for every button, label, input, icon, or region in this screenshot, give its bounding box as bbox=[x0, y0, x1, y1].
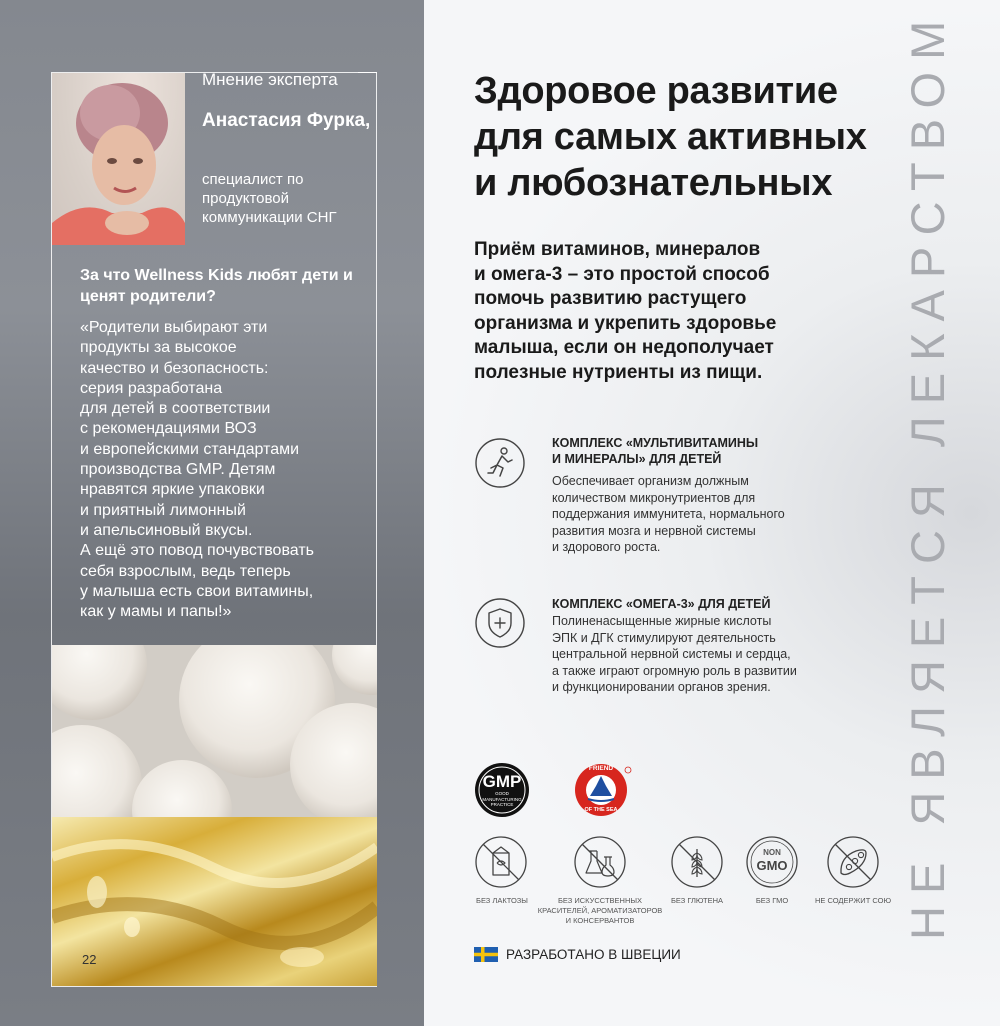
fos-bottom-text: OF THE SEA bbox=[584, 807, 618, 813]
tablets-photo bbox=[52, 645, 377, 817]
no-lactose-label: БЕЗ ЛАКТОЗЫ bbox=[476, 896, 528, 905]
intro-text: Приём витаминов, минералов и омега-3 – это простой способ помочь развитию растущего организма и укрепить здоровье малыша, если он недополучает полезные нутриенты из пищи. bbox=[474, 239, 777, 383]
frame-notch bbox=[358, 72, 377, 73]
expert-label: Мнение эксперта bbox=[202, 70, 338, 89]
no-artificial-label: БЕЗ ИСКУССТВЕННЫХ КРАСИТЕЛЕЙ, АРОМАТИЗАТОРОВ И КОНСЕРВАНТОВ bbox=[537, 896, 663, 925]
feature-omega-text: Полиненасыщенные жирные кислоты ЭПК и ДГК стимулируют деятельность центральной нервной системы и сердца, а также играют огромную роль в развитии и функционировании органов зрения. bbox=[552, 614, 797, 694]
no-artificial-icon bbox=[573, 835, 627, 889]
gmp-badge-title: GMP bbox=[482, 772, 522, 791]
expert-portrait bbox=[52, 73, 185, 245]
non-gmo-label: БЕЗ ГМО bbox=[755, 896, 789, 905]
omega-oil-photo bbox=[52, 817, 377, 986]
expert-role: специалист по продуктовой коммуникации СНГ bbox=[202, 171, 337, 226]
non-gmo-top: NON bbox=[763, 848, 781, 857]
expert-quote: «Родители выбирают эти продукты за высокое качество и безопасность: серия разработана для детей в соответствии с рекомендациями ВОЗ и европейскими стандартами производства GMP. Детям нравятся яркие упаковки и приятный лимонный и апельсиновый вкусы. А ещё это повод почувствовать себя взрослым, ведь теперь у малыша есть свои витамины, как у мамы и папы!» bbox=[80, 319, 314, 621]
made-in-sweden-text: РАЗРАБОТАНО В ШВЕЦИИ bbox=[506, 947, 681, 962]
not-a-medicine-notice: НЕ ЯВЛЯЕТСЯ ЛЕКАРСТВОМ bbox=[901, 8, 954, 940]
shield-plus-icon bbox=[474, 597, 526, 649]
friend-of-the-sea-badge bbox=[568, 762, 634, 818]
feature-omega-title: КОМПЛЕКС «ОМЕГА-3» ДЛЯ ДЕТЕЙ bbox=[552, 597, 771, 611]
gmp-badge-subtitle: GOOD MANUFACTURING PRACTICE bbox=[482, 791, 522, 807]
page-number: 22 bbox=[82, 952, 97, 967]
fos-top-text: FRIEND bbox=[588, 765, 614, 772]
non-gmo-bottom: GMO bbox=[756, 858, 788, 873]
gmp-badge bbox=[474, 762, 530, 818]
running-child-icon bbox=[474, 437, 526, 489]
made-in-sweden bbox=[474, 947, 681, 962]
expert-name: Анастасия Фурка, bbox=[202, 110, 371, 131]
non-gmo-icon bbox=[745, 835, 799, 889]
feature-multivitamins-text: Обеспечивает организм должным количеством микронутриентов для поддержания иммунитета, нормального развития мозга и нервной системы и здорового роста. bbox=[552, 474, 785, 554]
expert-question: За что Wellness Kids любят дети и ценят родители? bbox=[80, 267, 353, 305]
no-soy-icon bbox=[826, 835, 880, 889]
page-title: Здоровое развитие для самых активных и любознательных bbox=[474, 70, 867, 204]
sweden-flag-icon bbox=[474, 947, 498, 962]
feature-multivitamins-title: КОМПЛЕКС «МУЛЬТИВИТАМИНЫ И МИНЕРАЛЫ» ДЛЯ ДЕТЕЙ bbox=[552, 436, 759, 466]
no-lactose-icon bbox=[474, 835, 528, 889]
no-gluten-label: БЕЗ ГЛЮТЕНА bbox=[670, 896, 724, 905]
no-gluten-icon bbox=[670, 835, 724, 889]
no-soy-label: НЕ СОДЕРЖИТ СОЮ bbox=[814, 896, 892, 905]
